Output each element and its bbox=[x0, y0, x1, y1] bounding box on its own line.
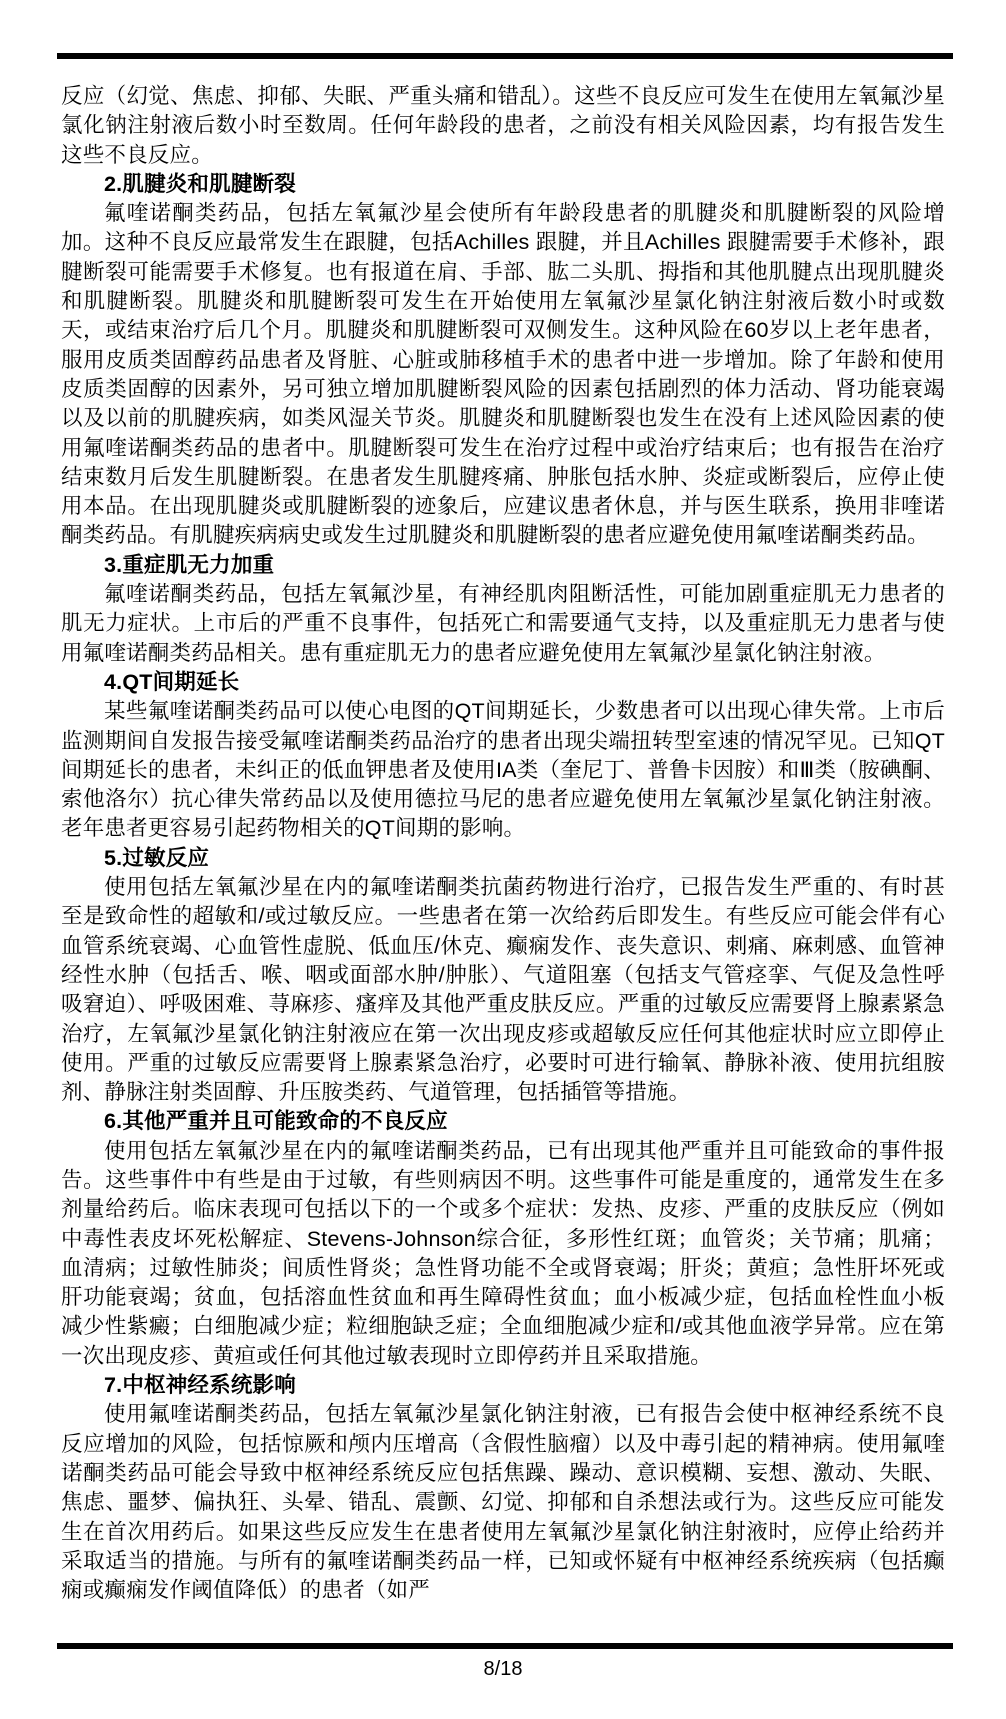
continuation-paragraph: 反应（幻觉、焦虑、抑郁、失眠、严重头痛和错乱）。这些不良反应可发生在使用左氧氟沙星氯化钠注射液后数小时至数周。任何年龄段的患者，之前没有相关风险因素，均有报告发生这些不良反应。 bbox=[61, 84, 945, 167]
section-heading-myasthenia: 3.重症肌无力加重 bbox=[104, 552, 275, 577]
section-heading-qt-prolongation: 4.QT间期延长 bbox=[104, 669, 240, 694]
section-body-qt-prolongation: 某些氟喹诺酮类药品可以使心电图的QT间期延长，少数患者可以出现心律失常。上市后监测期间自发报告接受氟喹诺酮类药品治疗的患者出现尖端扭转型室速的情况罕见。已知QT间期延长的患者，未纠正的低血钾患者及使用IA类（奎尼丁、普鲁卡因胺）和Ⅲ类（胺碘酮、索他洛尔）抗心律失常药品以及使用德拉马尼的患者应避免使用左氧氟沙星氯化钠注射液。老年患者更容易引起药物相关的QT间期的影响。 bbox=[61, 699, 945, 841]
section-heading-other-serious-reactions: 6.其他严重并且可能致命的不良反应 bbox=[104, 1109, 448, 1134]
page-number: 8/18 bbox=[483, 1658, 523, 1680]
section-body-hypersensitivity: 使用包括左氧氟沙星在内的氟喹诺酮类抗菌药物进行治疗，已报告发生严重的、有时甚至是致命性的超敏和/或过敏反应。一些患者在第一次给药后即发生。有些反应可能会伴有心血管系统衰竭、心血管性虚脱、低血压/休克、癫痫发作、丧失意识、刺痛、麻刺感、血管神经性水肿（包括舌、喉、咽或面部水肿/肿胀）、气道阻塞（包括支气管痉挛、气促及急性呼吸窘迫）、呼吸困难、荨麻疹、瘙痒及其他严重皮肤反应。严重的过敏反应需要肾上腺素紧急治疗，左氧氟沙星氯化钠注射液应在第一次出现皮疹或超敏反应任何其他症状时应立即停止使用。严重的过敏反应需要肾上腺素紧急治疗，必要时可进行输氧、静脉补液、使用抗组胺剂、静脉注射类固醇、升压胺类药、气道管理，包括插管等措施。 bbox=[61, 875, 945, 1105]
section-heading-tendinitis: 2.肌腱炎和肌腱断裂 bbox=[104, 171, 296, 196]
section-body-other-serious-reactions: 使用包括左氧氟沙星在内的氟喹诺酮类药品，已有出现其他严重并且可能致命的事件报告。这些事件中有些是由于过敏，有些则病因不明。这些事件可能是重度的，通常发生在多剂量给药后。临床表现可包括以下的一个或多个症状：发热、皮疹、严重的皮肤反应（例如中毒性表皮坏死松解症、Stevens-Johnson综合征，多形性红斑；血管炎；关节痛；肌痛；血清病；过敏性肺炎；间质性肾炎；急性肾功能不全或肾衰竭；肝炎；黄疸；急性肝坏死或肝功能衰竭；贫血，包括溶血性贫血和再生障碍性贫血；血小板减少症，包括血栓性血小板减少性紫癜；白细胞减少症；粒细胞缺乏症；全血细胞减少症和/或其他血液学异常。应在第一次出现皮疹、黄疸或任何其他过敏表现时立即停药并且采取措施。 bbox=[61, 1138, 945, 1368]
bottom-border-rule bbox=[57, 1643, 953, 1649]
section-heading-hypersensitivity: 5.过敏反应 bbox=[104, 845, 210, 870]
document-body bbox=[61, 82, 945, 1605]
top-border-rule bbox=[57, 53, 953, 59]
section-body-cns-effects: 使用氟喹诺酮类药品，包括左氧氟沙星氯化钠注射液，已有报告会使中枢神经系统不良反应增加的风险，包括惊厥和颅内压增高（含假性脑瘤）以及中毒引起的精神病。使用氟喹诺酮类药品可能会导致中枢神经系统反应包括焦躁、躁动、意识模糊、妄想、激动、失眠、焦虑、噩梦、偏执狂、头晕、错乱、震颤、幻觉、抑郁和自杀想法或行为。这些反应可能发生在首次用药后。如果这些反应发生在患者使用左氧氟沙星氯化钠注射液时，应停止给药并采取适当的措施。与所有的氟喹诺酮类药品一样，已知或怀疑有中枢神经系统疾病（包括癫痫或癫痫发作阈值降低）的患者（如严 bbox=[61, 1402, 945, 1603]
section-body-myasthenia: 氟喹诺酮类药品，包括左氧氟沙星，有神经肌肉阻断活性，可能加剧重症肌无力患者的肌无力症状。上市后的严重不良事件，包括死亡和需要通气支持，以及重症肌无力患者与使用氟喹诺酮类药品相关。患有重症肌无力的患者应避免使用左氧氟沙星氯化钠注射液。 bbox=[61, 582, 945, 665]
section-body-tendinitis: 氟喹诺酮类药品，包括左氧氟沙星会使所有年龄段患者的肌腱炎和肌腱断裂的风险增加。这种不良反应最常发生在跟腱，包括Achilles 跟腱，并且Achilles 跟腱需要手术修补，跟腱断裂可能需要手术修复。也有报道在肩、手部、肱二头肌、拇指和其他肌腱点出现肌腱炎和肌腱断裂。肌腱炎和肌腱断裂可发生在开始使用左氧氟沙星氯化钠注射液后数小时或数天，或结束治疗后几个月。肌腱炎和肌腱断裂可双侧发生。这种风险在60岁以上老年患者，服用皮质类固醇药品患者及肾脏、心脏或肺移植手术的患者中进一步增加。除了年龄和使用皮质类固醇的因素外，另可独立增加肌腱断裂风险的因素包括剧烈的体力活动、肾功能衰竭以及以前的肌腱疾病，如类风湿关节炎。肌腱炎和肌腱断裂也发生在没有上述风险因素的使用氟喹诺酮类药品的患者中。肌腱断裂可发生在治疗过程中或治疗结束后；也有报告在治疗结束数月后发生肌腱断裂。在患者发生肌腱疼痛、肿胀包括水肿、炎症或断裂后，应停止使用本品。在出现肌腱炎或肌腱断裂的迹象后，应建议患者休息，并与医生联系，换用非喹诺酮类药品。有肌腱疾病病史或发生过肌腱炎和肌腱断裂的患者应避免使用氟喹诺酮类药品。 bbox=[61, 201, 945, 548]
section-heading-cns-effects: 7.中枢神经系统影响 bbox=[104, 1373, 296, 1398]
